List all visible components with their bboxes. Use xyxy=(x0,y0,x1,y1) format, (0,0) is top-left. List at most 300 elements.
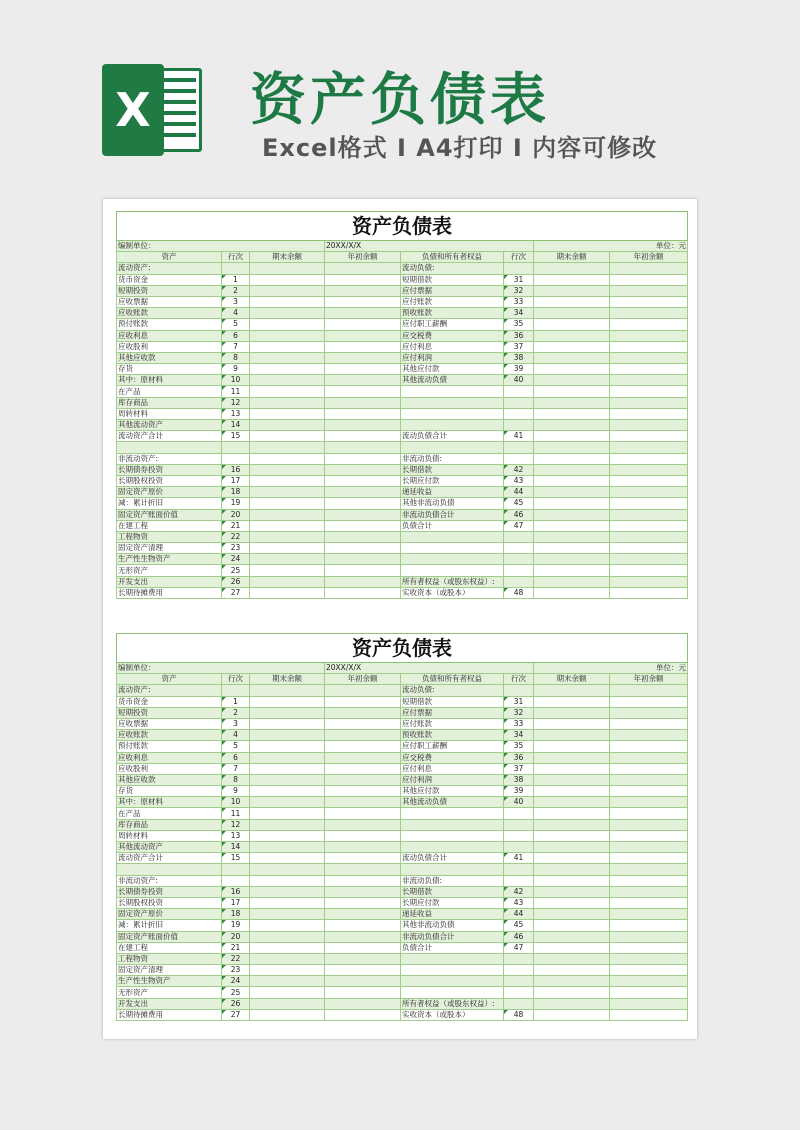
asset-line-no[interactable]: 14 xyxy=(222,842,250,853)
liability-line-no[interactable]: 36 xyxy=(504,330,534,341)
column-header[interactable]: 负债和所有者权益 xyxy=(401,252,504,263)
asset-begin-balance[interactable] xyxy=(325,587,401,598)
asset-line-no[interactable]: 25 xyxy=(222,987,250,998)
column-header[interactable]: 年初余额 xyxy=(610,252,688,263)
asset-end-balance[interactable] xyxy=(250,853,325,864)
asset-line-no[interactable]: 24 xyxy=(222,554,250,565)
asset-begin-balance[interactable] xyxy=(325,296,401,307)
asset-end-balance[interactable] xyxy=(250,565,325,576)
liability-line-no[interactable] xyxy=(504,576,534,587)
liability-begin-balance[interactable] xyxy=(610,576,688,587)
asset-line-no[interactable]: 12 xyxy=(222,397,250,408)
liability-item[interactable]: 短期借款 xyxy=(401,696,504,707)
asset-end-balance[interactable] xyxy=(250,543,325,554)
liability-line-no[interactable]: 43 xyxy=(504,475,534,486)
liability-end-balance[interactable] xyxy=(534,319,610,330)
liability-line-no[interactable] xyxy=(504,420,534,431)
liability-begin-balance[interactable] xyxy=(610,397,688,408)
column-header[interactable]: 资产 xyxy=(117,674,222,685)
liability-line-no[interactable]: 46 xyxy=(504,931,534,942)
liability-line-no[interactable] xyxy=(504,263,534,274)
asset-item[interactable]: 流动资产: xyxy=(117,263,222,274)
asset-begin-balance[interactable] xyxy=(325,998,401,1009)
liability-begin-balance[interactable] xyxy=(610,364,688,375)
liability-end-balance[interactable] xyxy=(534,842,610,853)
asset-item[interactable]: 长期债券投资 xyxy=(117,464,222,475)
liability-begin-balance[interactable] xyxy=(610,819,688,830)
asset-end-balance[interactable] xyxy=(250,730,325,741)
liability-begin-balance[interactable] xyxy=(610,386,688,397)
liability-line-no[interactable]: 33 xyxy=(504,296,534,307)
asset-line-no[interactable]: 26 xyxy=(222,998,250,1009)
liability-item[interactable]: 流动负债合计 xyxy=(401,853,504,864)
asset-line-no[interactable]: 22 xyxy=(222,531,250,542)
liability-begin-balance[interactable] xyxy=(610,987,688,998)
asset-item[interactable]: 应收利息 xyxy=(117,330,222,341)
asset-item[interactable]: 减：累计折旧 xyxy=(117,498,222,509)
liability-end-balance[interactable] xyxy=(534,543,610,554)
asset-item[interactable]: 长期股权投资 xyxy=(117,475,222,486)
liability-line-no[interactable] xyxy=(504,543,534,554)
liability-line-no[interactable]: 35 xyxy=(504,319,534,330)
asset-end-balance[interactable] xyxy=(250,953,325,964)
liability-begin-balance[interactable] xyxy=(610,352,688,363)
asset-begin-balance[interactable] xyxy=(325,965,401,976)
liability-begin-balance[interactable] xyxy=(610,786,688,797)
liability-item[interactable]: 长期应付款 xyxy=(401,897,504,908)
liability-end-balance[interactable] xyxy=(534,763,610,774)
asset-end-balance[interactable] xyxy=(250,442,325,453)
liability-begin-balance[interactable] xyxy=(610,442,688,453)
liability-item[interactable]: 长期借款 xyxy=(401,886,504,897)
liability-begin-balance[interactable] xyxy=(610,408,688,419)
liability-item[interactable]: 其他应付款 xyxy=(401,786,504,797)
asset-begin-balance[interactable] xyxy=(325,842,401,853)
unit-label[interactable]: 单位：元 xyxy=(534,241,688,252)
asset-end-balance[interactable] xyxy=(250,685,325,696)
asset-begin-balance[interactable] xyxy=(325,718,401,729)
liability-end-balance[interactable] xyxy=(534,375,610,386)
liability-end-balance[interactable] xyxy=(534,431,610,442)
column-header[interactable]: 行次 xyxy=(222,674,250,685)
asset-item[interactable]: 长期待摊费用 xyxy=(117,587,222,598)
asset-end-balance[interactable] xyxy=(250,1009,325,1020)
liability-begin-balance[interactable] xyxy=(610,296,688,307)
asset-end-balance[interactable] xyxy=(250,774,325,785)
liability-end-balance[interactable] xyxy=(534,453,610,464)
liability-item[interactable] xyxy=(401,953,504,964)
asset-begin-balance[interactable] xyxy=(325,397,401,408)
liability-item[interactable]: 其他流动负债 xyxy=(401,375,504,386)
liability-line-no[interactable] xyxy=(504,408,534,419)
asset-end-balance[interactable] xyxy=(250,296,325,307)
asset-line-no[interactable]: 17 xyxy=(222,897,250,908)
asset-begin-balance[interactable] xyxy=(325,864,401,875)
asset-line-no[interactable]: 15 xyxy=(222,431,250,442)
liability-end-balance[interactable] xyxy=(534,987,610,998)
asset-end-balance[interactable] xyxy=(250,842,325,853)
liability-end-balance[interactable] xyxy=(534,520,610,531)
asset-end-balance[interactable] xyxy=(250,352,325,363)
liability-end-balance[interactable] xyxy=(534,1009,610,1020)
liability-line-no[interactable] xyxy=(504,864,534,875)
asset-line-no[interactable]: 10 xyxy=(222,797,250,808)
liability-end-balance[interactable] xyxy=(534,464,610,475)
liability-end-balance[interactable] xyxy=(534,853,610,864)
report-date[interactable]: 20XX/X/X xyxy=(325,663,534,674)
liability-end-balance[interactable] xyxy=(534,808,610,819)
asset-line-no[interactable]: 18 xyxy=(222,909,250,920)
asset-begin-balance[interactable] xyxy=(325,909,401,920)
asset-begin-balance[interactable] xyxy=(325,285,401,296)
asset-begin-balance[interactable] xyxy=(325,408,401,419)
asset-end-balance[interactable] xyxy=(250,554,325,565)
asset-end-balance[interactable] xyxy=(250,285,325,296)
liability-line-no[interactable]: 45 xyxy=(504,920,534,931)
asset-begin-balance[interactable] xyxy=(325,531,401,542)
asset-line-no[interactable]: 16 xyxy=(222,464,250,475)
liability-line-no[interactable] xyxy=(504,685,534,696)
asset-line-no[interactable]: 1 xyxy=(222,274,250,285)
liability-item[interactable]: 其他应付款 xyxy=(401,364,504,375)
liability-begin-balance[interactable] xyxy=(610,741,688,752)
column-header[interactable]: 年初余额 xyxy=(325,674,401,685)
liability-begin-balance[interactable] xyxy=(610,853,688,864)
column-header[interactable]: 年初余额 xyxy=(325,252,401,263)
asset-item[interactable]: 非流动资产: xyxy=(117,453,222,464)
asset-item[interactable]: 应收账款 xyxy=(117,308,222,319)
liability-begin-balance[interactable] xyxy=(610,976,688,987)
liability-item[interactable]: 递延收益 xyxy=(401,487,504,498)
liability-end-balance[interactable] xyxy=(534,931,610,942)
asset-line-no[interactable]: 19 xyxy=(222,920,250,931)
liability-item[interactable]: 其他流动负债 xyxy=(401,797,504,808)
liability-line-no[interactable] xyxy=(504,976,534,987)
asset-line-no[interactable]: 23 xyxy=(222,965,250,976)
liability-end-balance[interactable] xyxy=(534,509,610,520)
asset-line-no[interactable]: 4 xyxy=(222,308,250,319)
column-header[interactable]: 资产 xyxy=(117,252,222,263)
asset-item[interactable] xyxy=(117,864,222,875)
asset-end-balance[interactable] xyxy=(250,375,325,386)
asset-end-balance[interactable] xyxy=(250,408,325,419)
asset-end-balance[interactable] xyxy=(250,942,325,953)
asset-line-no[interactable]: 12 xyxy=(222,819,250,830)
liability-line-no[interactable]: 42 xyxy=(504,464,534,475)
liability-begin-balance[interactable] xyxy=(610,808,688,819)
liability-item[interactable]: 非流动负债合计 xyxy=(401,509,504,520)
asset-begin-balance[interactable] xyxy=(325,352,401,363)
liability-item[interactable]: 流动负债合计 xyxy=(401,431,504,442)
liability-item[interactable] xyxy=(401,442,504,453)
liability-line-no[interactable] xyxy=(504,819,534,830)
liability-item[interactable]: 应付账款 xyxy=(401,718,504,729)
liability-item[interactable] xyxy=(401,386,504,397)
asset-end-balance[interactable] xyxy=(250,808,325,819)
liability-begin-balance[interactable] xyxy=(610,953,688,964)
asset-line-no[interactable]: 16 xyxy=(222,886,250,897)
liability-line-no[interactable]: 40 xyxy=(504,375,534,386)
liability-line-no[interactable]: 39 xyxy=(504,786,534,797)
asset-begin-balance[interactable] xyxy=(325,319,401,330)
liability-begin-balance[interactable] xyxy=(610,565,688,576)
asset-begin-balance[interactable] xyxy=(325,487,401,498)
liability-end-balance[interactable] xyxy=(534,341,610,352)
asset-begin-balance[interactable] xyxy=(325,819,401,830)
asset-line-no[interactable]: 15 xyxy=(222,853,250,864)
asset-begin-balance[interactable] xyxy=(325,853,401,864)
liability-item[interactable]: 应付账款 xyxy=(401,296,504,307)
liability-begin-balance[interactable] xyxy=(610,587,688,598)
liability-end-balance[interactable] xyxy=(534,942,610,953)
liability-end-balance[interactable] xyxy=(534,774,610,785)
liability-line-no[interactable]: 42 xyxy=(504,886,534,897)
asset-item[interactable]: 应收账款 xyxy=(117,730,222,741)
liability-end-balance[interactable] xyxy=(534,554,610,565)
asset-item[interactable]: 预付账款 xyxy=(117,741,222,752)
asset-line-no[interactable]: 23 xyxy=(222,543,250,554)
asset-begin-balance[interactable] xyxy=(325,274,401,285)
liability-item[interactable] xyxy=(401,397,504,408)
asset-begin-balance[interactable] xyxy=(325,431,401,442)
asset-end-balance[interactable] xyxy=(250,931,325,942)
liability-begin-balance[interactable] xyxy=(610,509,688,520)
liability-item[interactable] xyxy=(401,819,504,830)
asset-end-balance[interactable] xyxy=(250,587,325,598)
liability-item[interactable] xyxy=(401,408,504,419)
liability-end-balance[interactable] xyxy=(534,565,610,576)
asset-line-no[interactable] xyxy=(222,875,250,886)
asset-item[interactable]: 预付账款 xyxy=(117,319,222,330)
liability-item[interactable]: 负债合计 xyxy=(401,942,504,953)
liability-line-no[interactable] xyxy=(504,842,534,853)
asset-begin-balance[interactable] xyxy=(325,763,401,774)
liability-item[interactable]: 应付票据 xyxy=(401,285,504,296)
asset-begin-balance[interactable] xyxy=(325,576,401,587)
liability-end-balance[interactable] xyxy=(534,897,610,908)
liability-begin-balance[interactable] xyxy=(610,897,688,908)
column-header[interactable]: 行次 xyxy=(222,252,250,263)
asset-end-balance[interactable] xyxy=(250,263,325,274)
liability-end-balance[interactable] xyxy=(534,531,610,542)
asset-end-balance[interactable] xyxy=(250,707,325,718)
asset-begin-balance[interactable] xyxy=(325,1009,401,1020)
liability-line-no[interactable]: 37 xyxy=(504,341,534,352)
asset-line-no[interactable] xyxy=(222,864,250,875)
asset-end-balance[interactable] xyxy=(250,319,325,330)
liability-begin-balance[interactable] xyxy=(610,707,688,718)
asset-begin-balance[interactable] xyxy=(325,774,401,785)
liability-begin-balance[interactable] xyxy=(610,909,688,920)
asset-line-no[interactable]: 1 xyxy=(222,696,250,707)
asset-begin-balance[interactable] xyxy=(325,696,401,707)
asset-line-no[interactable]: 3 xyxy=(222,296,250,307)
liability-item[interactable] xyxy=(401,808,504,819)
liability-end-balance[interactable] xyxy=(534,886,610,897)
liability-line-no[interactable] xyxy=(504,875,534,886)
asset-item[interactable]: 固定资产清理 xyxy=(117,965,222,976)
liability-begin-balance[interactable] xyxy=(610,285,688,296)
liability-begin-balance[interactable] xyxy=(610,341,688,352)
asset-line-no[interactable] xyxy=(222,263,250,274)
asset-line-no[interactable]: 4 xyxy=(222,730,250,741)
asset-end-balance[interactable] xyxy=(250,576,325,587)
asset-end-balance[interactable] xyxy=(250,431,325,442)
asset-begin-balance[interactable] xyxy=(325,931,401,942)
asset-begin-balance[interactable] xyxy=(325,554,401,565)
liability-item[interactable] xyxy=(401,565,504,576)
liability-item[interactable] xyxy=(401,531,504,542)
asset-end-balance[interactable] xyxy=(250,386,325,397)
asset-item[interactable]: 存货 xyxy=(117,364,222,375)
liability-item[interactable]: 应付利息 xyxy=(401,763,504,774)
liability-end-balance[interactable] xyxy=(534,263,610,274)
liability-begin-balance[interactable] xyxy=(610,942,688,953)
asset-line-no[interactable]: 26 xyxy=(222,576,250,587)
liability-end-balance[interactable] xyxy=(534,864,610,875)
liability-line-no[interactable]: 40 xyxy=(504,797,534,808)
liability-begin-balance[interactable] xyxy=(610,475,688,486)
asset-begin-balance[interactable] xyxy=(325,752,401,763)
liability-line-no[interactable] xyxy=(504,442,534,453)
asset-begin-balance[interactable] xyxy=(325,786,401,797)
asset-item[interactable]: 在建工程 xyxy=(117,520,222,531)
liability-begin-balance[interactable] xyxy=(610,774,688,785)
asset-end-balance[interactable] xyxy=(250,453,325,464)
asset-line-no[interactable]: 2 xyxy=(222,707,250,718)
liability-begin-balance[interactable] xyxy=(610,453,688,464)
liability-end-balance[interactable] xyxy=(534,730,610,741)
asset-end-balance[interactable] xyxy=(250,987,325,998)
asset-end-balance[interactable] xyxy=(250,797,325,808)
asset-begin-balance[interactable] xyxy=(325,364,401,375)
liability-begin-balance[interactable] xyxy=(610,886,688,897)
liability-end-balance[interactable] xyxy=(534,308,610,319)
asset-line-no[interactable]: 6 xyxy=(222,752,250,763)
liability-item[interactable]: 其他非流动负债 xyxy=(401,920,504,931)
liability-begin-balance[interactable] xyxy=(610,718,688,729)
liability-begin-balance[interactable] xyxy=(610,498,688,509)
asset-item[interactable] xyxy=(117,442,222,453)
liability-line-no[interactable]: 47 xyxy=(504,942,534,953)
liability-begin-balance[interactable] xyxy=(610,464,688,475)
asset-end-balance[interactable] xyxy=(250,819,325,830)
liability-end-balance[interactable] xyxy=(534,830,610,841)
asset-item[interactable]: 周转材料 xyxy=(117,830,222,841)
column-header[interactable]: 期末余额 xyxy=(534,252,610,263)
liability-begin-balance[interactable] xyxy=(610,965,688,976)
compiler-label[interactable]: 编制单位： xyxy=(117,241,325,252)
liability-item[interactable]: 预收账款 xyxy=(401,308,504,319)
asset-line-no[interactable]: 5 xyxy=(222,741,250,752)
asset-item[interactable]: 固定资产清理 xyxy=(117,543,222,554)
asset-begin-balance[interactable] xyxy=(325,730,401,741)
liability-item[interactable]: 负债合计 xyxy=(401,520,504,531)
asset-end-balance[interactable] xyxy=(250,965,325,976)
column-header[interactable]: 行次 xyxy=(504,674,534,685)
asset-item[interactable]: 无形资产 xyxy=(117,987,222,998)
liability-item[interactable]: 应付利润 xyxy=(401,352,504,363)
asset-end-balance[interactable] xyxy=(250,786,325,797)
asset-begin-balance[interactable] xyxy=(325,375,401,386)
liability-item[interactable]: 应交税费 xyxy=(401,752,504,763)
liability-line-no[interactable]: 34 xyxy=(504,730,534,741)
column-header[interactable]: 期末余额 xyxy=(534,674,610,685)
asset-line-no[interactable]: 13 xyxy=(222,830,250,841)
asset-begin-balance[interactable] xyxy=(325,475,401,486)
asset-item[interactable]: 周转材料 xyxy=(117,408,222,419)
asset-begin-balance[interactable] xyxy=(325,464,401,475)
asset-line-no[interactable]: 6 xyxy=(222,330,250,341)
column-header[interactable]: 期末余额 xyxy=(250,252,325,263)
liability-end-balance[interactable] xyxy=(534,487,610,498)
asset-line-no[interactable]: 7 xyxy=(222,341,250,352)
liability-line-no[interactable] xyxy=(504,808,534,819)
asset-end-balance[interactable] xyxy=(250,397,325,408)
asset-item[interactable]: 货币资金 xyxy=(117,274,222,285)
liability-begin-balance[interactable] xyxy=(610,920,688,931)
liability-line-no[interactable] xyxy=(504,953,534,964)
liability-begin-balance[interactable] xyxy=(610,531,688,542)
report-date[interactable]: 20XX/X/X xyxy=(325,241,534,252)
liability-end-balance[interactable] xyxy=(534,909,610,920)
asset-begin-balance[interactable] xyxy=(325,942,401,953)
liability-line-no[interactable]: 33 xyxy=(504,718,534,729)
liability-item[interactable]: 非流动负债合计 xyxy=(401,931,504,942)
asset-end-balance[interactable] xyxy=(250,752,325,763)
liability-end-balance[interactable] xyxy=(534,965,610,976)
liability-begin-balance[interactable] xyxy=(610,998,688,1009)
liability-begin-balance[interactable] xyxy=(610,375,688,386)
asset-end-balance[interactable] xyxy=(250,718,325,729)
liability-begin-balance[interactable] xyxy=(610,274,688,285)
liability-line-no[interactable]: 44 xyxy=(504,487,534,498)
asset-end-balance[interactable] xyxy=(250,464,325,475)
liability-end-balance[interactable] xyxy=(534,285,610,296)
liability-item[interactable] xyxy=(401,830,504,841)
asset-end-balance[interactable] xyxy=(250,498,325,509)
liability-item[interactable] xyxy=(401,543,504,554)
asset-item[interactable]: 应收利息 xyxy=(117,752,222,763)
asset-item[interactable]: 其他应收款 xyxy=(117,352,222,363)
liability-end-balance[interactable] xyxy=(534,576,610,587)
asset-begin-balance[interactable] xyxy=(325,707,401,718)
liability-end-balance[interactable] xyxy=(534,752,610,763)
asset-item[interactable]: 长期待摊费用 xyxy=(117,1009,222,1020)
liability-line-no[interactable] xyxy=(504,565,534,576)
asset-end-balance[interactable] xyxy=(250,509,325,520)
asset-begin-balance[interactable] xyxy=(325,886,401,897)
liability-line-no[interactable] xyxy=(504,554,534,565)
asset-item[interactable]: 固定资产账面价值 xyxy=(117,931,222,942)
asset-item[interactable]: 工程物资 xyxy=(117,953,222,964)
liability-end-balance[interactable] xyxy=(534,741,610,752)
asset-end-balance[interactable] xyxy=(250,864,325,875)
liability-begin-balance[interactable] xyxy=(610,520,688,531)
liability-begin-balance[interactable] xyxy=(610,554,688,565)
asset-end-balance[interactable] xyxy=(250,897,325,908)
liability-item[interactable]: 流动负债: xyxy=(401,685,504,696)
asset-item[interactable]: 其他应收款 xyxy=(117,774,222,785)
asset-begin-balance[interactable] xyxy=(325,498,401,509)
column-header[interactable]: 期末余额 xyxy=(250,674,325,685)
liability-item[interactable] xyxy=(401,554,504,565)
asset-item[interactable]: 在产品 xyxy=(117,808,222,819)
asset-end-balance[interactable] xyxy=(250,741,325,752)
asset-begin-balance[interactable] xyxy=(325,808,401,819)
asset-begin-balance[interactable] xyxy=(325,920,401,931)
asset-item[interactable]: 生产性生物资产 xyxy=(117,976,222,987)
